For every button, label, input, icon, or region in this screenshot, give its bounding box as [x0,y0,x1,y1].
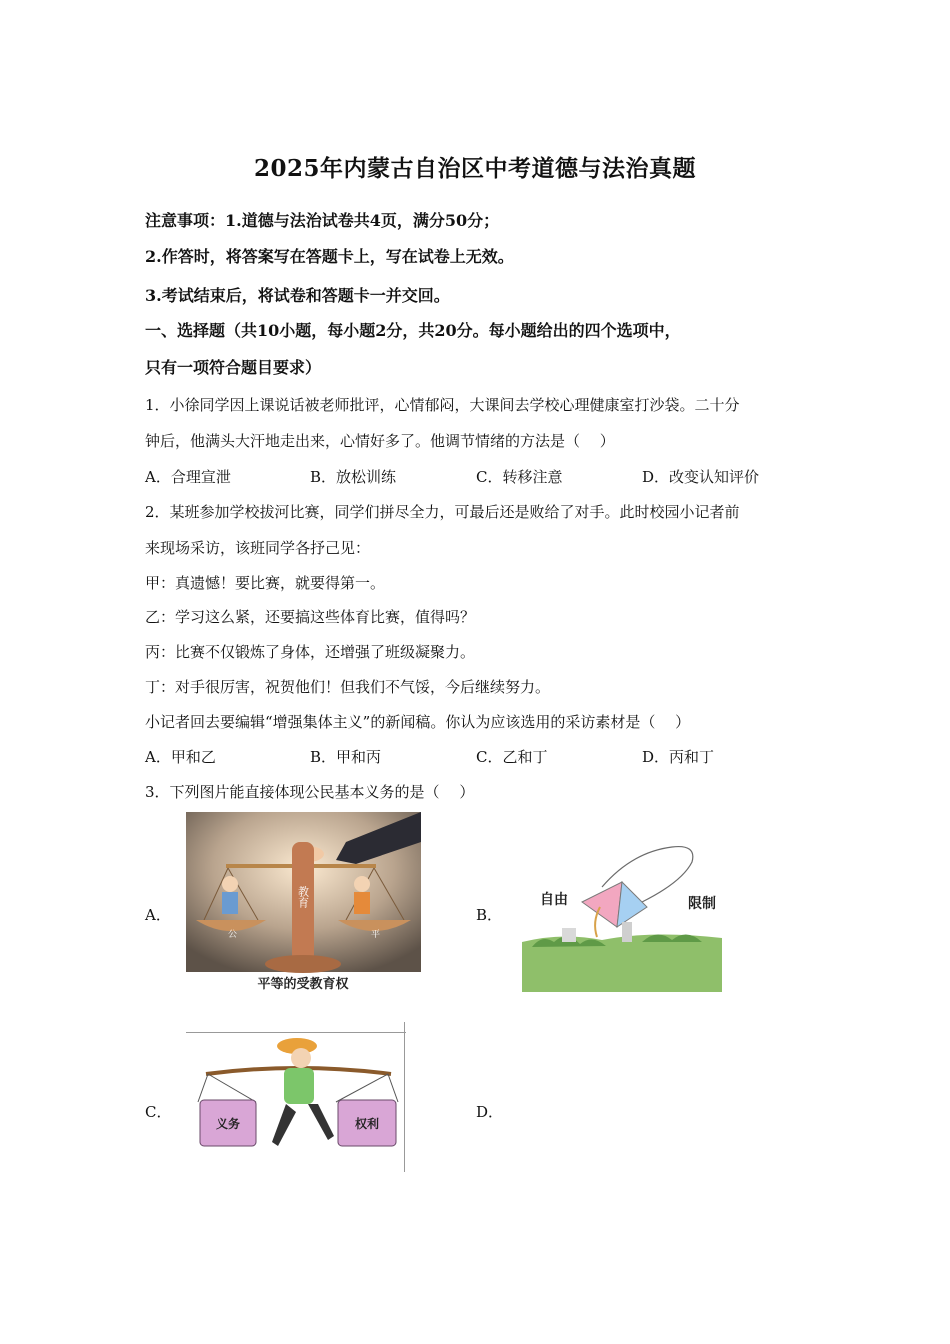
q2-stem-line-2: 来现场采访，该班同学各抒己见： [145,539,371,557]
q3-image-a-scales [186,812,421,994]
q2-option-d: D．丙和丁 [642,748,715,766]
freedom-text: 自由 [540,892,568,908]
q3-label-b: B． [476,906,503,924]
q3-image-c-carrying-pole [186,1022,408,1172]
q1-option-b: B．放松训练 [310,468,397,486]
page-title: 2025年内蒙古自治区中考道德与法治真题 [253,155,696,182]
notice-line-1: 注意事项：1.道德与法治试卷共4页，满分50分； [145,211,500,230]
q2-stem-line-1: 2．某班参加学校拔河比赛，同学们拼尽全力，可最后还是败给了对手。此时校园小记者前 [145,503,740,521]
q3-label-d: D． [476,1103,504,1121]
q3-image-b-kite [522,842,722,992]
q1-option-d: D．改变认知评价 [642,468,760,486]
q2-stem-line-3: 小记者回去要编辑“增强集体主义”的新闻稿。你认为应该选用的采访素材是（ ） [145,713,691,731]
right-box-label: 权利 [354,1117,380,1131]
q1-stem-line-2: 钟后，他满头大汗地走出来，心情好多了。他调节情绪的方法是（ ） [145,432,615,450]
q2-option-b: B．甲和丙 [310,748,382,766]
q3-label-c: C． [145,1103,172,1121]
q2-opinion-yi: 乙：学习这么紧，还要搞这些体育比赛，值得吗？ [145,608,476,626]
post-label: 教育 [296,886,310,908]
duty-box-label: 义务 [215,1117,241,1131]
q2-opinion-ding: 丁：对手很厉害，祝贺他们！但我们不气馁，今后继续努力。 [145,678,551,696]
q3-stem: 3．下列图片能直接体现公民基本义务的是（ ） [145,783,475,801]
left-pan-label: 公 [228,930,238,940]
q2-option-a: A．甲和乙 [145,748,216,766]
right-pan-label: 平 [371,930,381,940]
notice-line-3: 3.考试结束后，将试卷和答题卡一并交回。 [145,286,450,305]
section-heading-line-1: 一、选择题（共10小题，每小题2分，共20分。每小题给出的四个选项中， [145,321,681,340]
limit-text: 限制 [688,896,716,912]
q1-option-c: C．转移注意 [476,468,563,486]
q2-opinion-bing: 丙：比赛不仅锻炼了身体，还增强了班级凝聚力。 [145,643,476,661]
section-heading-line-2: 只有一项符合题目要求） [145,358,322,377]
q1-stem-line-1: 1．小徐同学因上课说话被老师批评，心情郁闷，大课间去学校心理健康室打沙袋。二十分 [145,396,740,414]
q3-label-a: A． [145,906,171,924]
image-a-caption: 平等的受教育权 [257,977,349,992]
notice-line-2: 2.作答时，将答案写在答题卡上，写在试卷上无效。 [145,247,514,266]
q2-opinion-jia: 甲：真遗憾！要比赛，就要得第一。 [145,574,386,592]
q2-option-c: C．乙和丁 [476,748,548,766]
q1-option-a: A．合理宣泄 [145,468,231,486]
